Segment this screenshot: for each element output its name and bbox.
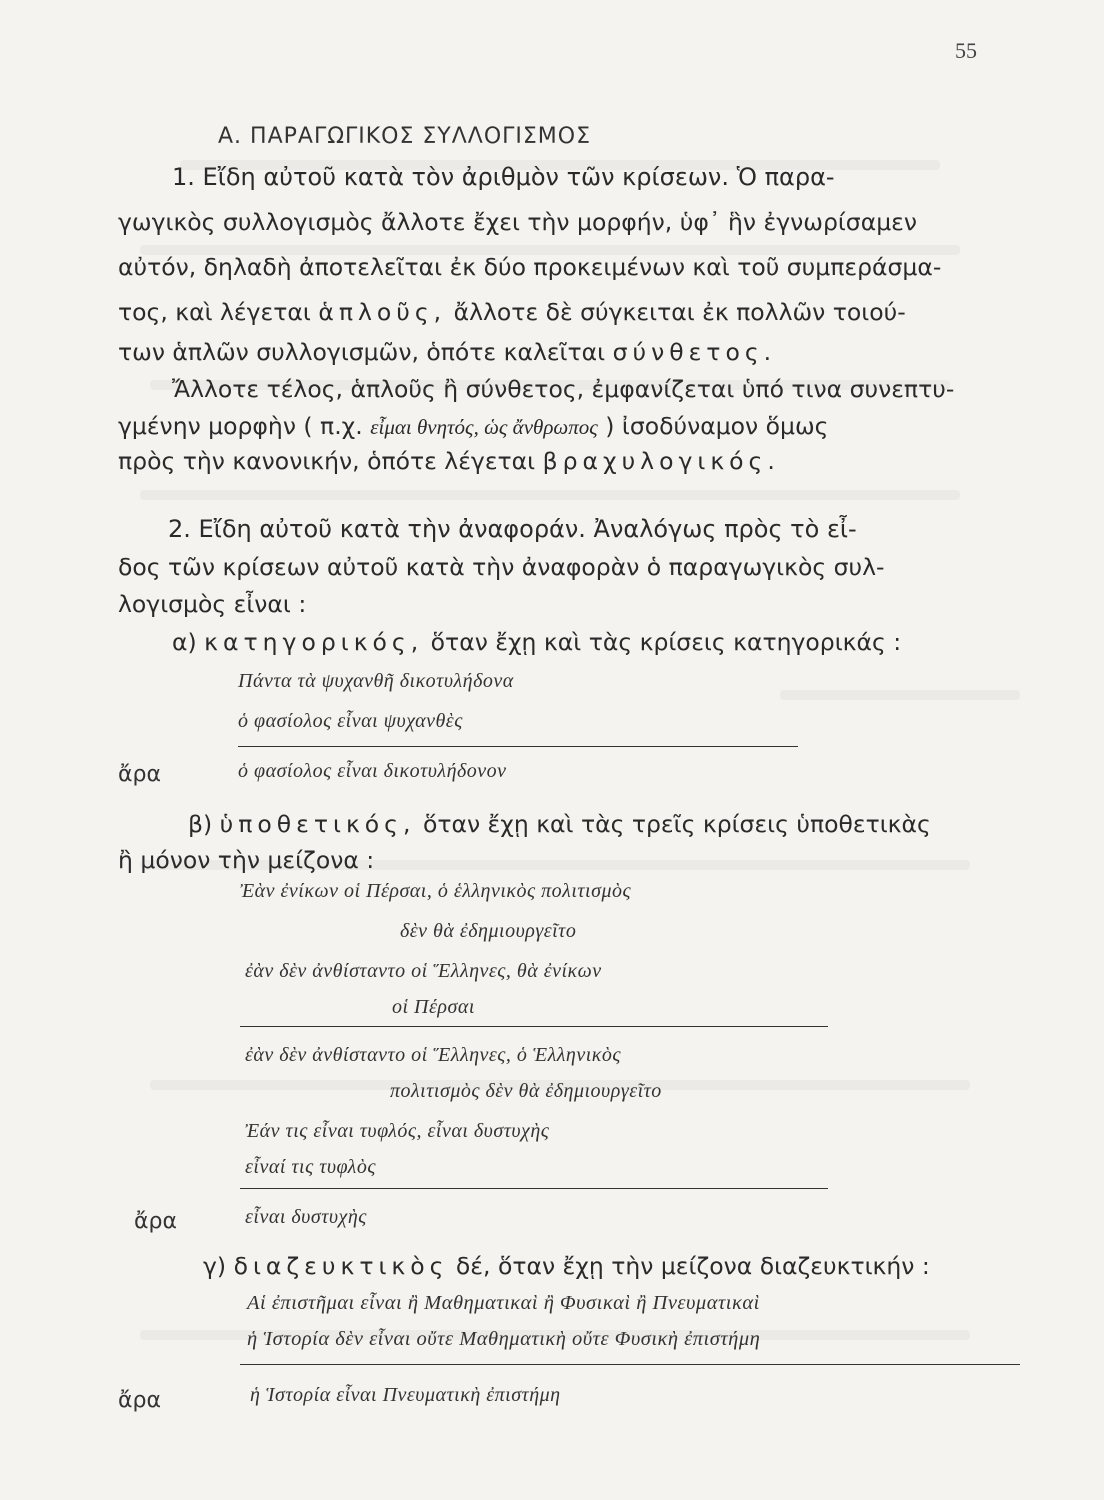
paragraph-2-line-3: πρὸς τὴν κανονικήν, ὁπότε λέγεται βραχυλογικός.	[118, 447, 780, 475]
item-b-ex1-line-2: δὲν θὰ ἐδημιουργεῖτο	[400, 920, 577, 942]
paragraph-3-heading: 2. Εἴδη αὐτοῦ κατὰ τὴν ἀναφοράν.	[168, 515, 586, 543]
paragraph-1-line-3: αὐτόν, δηλαδὴ ἀποτελεῖται ἐκ δύο προκειμένων καὶ τοῦ συμπεράσμα-	[118, 253, 942, 281]
paragraph-2-line-2: γμένην μορφὴν ( π.χ. εἶμαι θνητός, ὡς ἄνθρωπος ) ἰσοδύναμον ὅμως	[118, 412, 829, 440]
item-b-ex2-line-1: Ἐάν τις εἶναι τυφλός, εἶναι δυστυχὴς	[245, 1120, 550, 1142]
item-c-line: γ) διαζευκτικὸς δέ, ὅταν ἔχῃ τὴν μείζονα διαζευκτικήν :	[203, 1252, 930, 1280]
item-b-ex1-rule	[240, 1026, 828, 1027]
item-c-premise-1: Αἱ ἐπιστῆμαι εἶναι ἢ Μαθηματικαὶ ἢ Φυσικαὶ ἢ Πνευματικαὶ	[247, 1292, 760, 1314]
item-c-conclusion: ἡ Ἱστορία εἶναι Πνευματικὴ ἐπιστήμη	[250, 1384, 561, 1406]
paragraph-1-line-2: γωγικὸς συλλογισμὸς ἄλλοτε ἔχει τὴν μορφήν, ὑφ᾿ ἣν ἐγνωρίσαμεν	[118, 208, 917, 236]
item-c-rule	[240, 1364, 1020, 1365]
term-kategorikos: κατηγορικός,	[204, 628, 424, 656]
item-a-conclusion: ὁ φασίολος εἶναι δικοτυλήδονον	[238, 760, 507, 782]
item-b-ex1-line-3: ἐὰν δὲν ἀνθίσταντο οἱ Ἕλληνες, θὰ ἐνίκων	[245, 960, 602, 982]
item-a-premise-1: Πάντα τὰ ψυχανθῆ δικοτυλήδονα	[238, 670, 514, 692]
item-b-ex1-conclusion-2: πολιτισμὸς δὲν θὰ ἐδημιουργεῖτο	[390, 1080, 662, 1102]
section-title: Α. ΠΑΡΑΓΩΓΙΚΟΣ ΣΥΛΛΟΓΙΣΜΟΣ	[218, 124, 591, 149]
term-haplous: ἁπλοῦς,	[318, 298, 447, 326]
item-b-ex2-rule	[240, 1188, 828, 1189]
term-hypothetikos: ὑποθετικός,	[219, 810, 416, 838]
item-c-ara: ἄρα	[118, 1388, 161, 1413]
example-inline: εἶμαι θνητός, ὡς ἄνθρωπος	[370, 415, 598, 439]
paragraph-1-line-1: 1. Εἴδη αὐτοῦ κατὰ τὸν ἀριθμὸν τῶν κρίσεων. Ὁ παρα-	[172, 163, 835, 191]
item-b-ex1-line-1: Ἐὰν ἐνίκων οἱ Πέρσαι, ὁ ἑλληνικὸς πολιτισμὸς	[240, 880, 632, 902]
paragraph-3-line-2: δος τῶν κρίσεων αὐτοῦ κατὰ τὴν ἀναφορὰν ὁ παραγωγικὸς συλ-	[118, 553, 885, 581]
item-b-line-1: β) ὑποθετικός, ὅταν ἔχῃ καὶ τὰς τρεῖς κρίσεις ὑποθετικὰς	[188, 810, 931, 838]
paragraph-1-line-4: τος, καὶ λέγεται ἁπλοῦς, ἄλλοτε δὲ σύγκειται ἐκ πολλῶν τοιού-	[118, 298, 906, 326]
item-b-ex2-conclusion: εἶναι δυστυχὴς	[245, 1206, 367, 1228]
item-b-marker: β)	[188, 810, 213, 838]
paragraph-3-line-3: λογισμὸς εἶναι :	[118, 590, 307, 618]
item-c-marker: γ)	[203, 1252, 227, 1280]
item-b-ex1-conclusion-1: ἐὰν δὲν ἀνθίσταντο οἱ Ἕλληνες, ὁ Ἑλληνικὸς	[245, 1044, 621, 1066]
item-b-ex1-line-4: οἱ Πέρσαι	[392, 996, 475, 1018]
item-a-line: α) κατηγορικός, ὅταν ἔχῃ καὶ τὰς κρίσεις κατηγορικάς :	[172, 628, 902, 656]
paragraph-2-line-1: Ἄλλοτε τέλος, ἁπλοῦς ἢ σύνθετος, ἐμφανίζεται ὑπό τινα συνεπτυ-	[172, 375, 955, 403]
term-brachylogikos: βραχυλογικός.	[542, 447, 780, 475]
item-a-ara: ἄρα	[118, 762, 161, 787]
item-c-premise-2: ἡ Ἱστορία δὲν εἶναι οὔτε Μαθηματικὴ οὔτε Φυσικὴ ἐπιστήμη	[247, 1328, 761, 1350]
item-a-rule	[238, 746, 798, 747]
item-b-line-2: ἢ μόνον τὴν μείζονα :	[118, 846, 375, 874]
item-a-marker: α)	[172, 628, 197, 656]
paragraph-3-line-1: 2. Εἴδη αὐτοῦ κατὰ τὴν ἀναφοράν. Ἀναλόγως πρὸς τὸ εἶ-	[168, 515, 857, 543]
term-synthetos: σύνθετος.	[612, 338, 777, 366]
paragraph-1-line-5: των ἁπλῶν συλλογισμῶν, ὁπότε καλεῖται σύνθετος.	[118, 338, 777, 366]
item-b-ara: ἄρα	[134, 1209, 177, 1234]
item-a-premise-2: ὁ φασίολος εἶναι ψυχανθὲς	[238, 710, 463, 732]
page-number: 55	[955, 38, 977, 63]
term-diazeuktikos: διαζευκτικὸς	[233, 1252, 449, 1280]
item-b-ex2-line-2: εἶναί τις τυφλὸς	[245, 1156, 376, 1178]
paragraph-1-heading: 1. Εἴδη αὐτοῦ κατὰ τὸν ἀριθμὸν τῶν κρίσεων.	[172, 163, 729, 191]
